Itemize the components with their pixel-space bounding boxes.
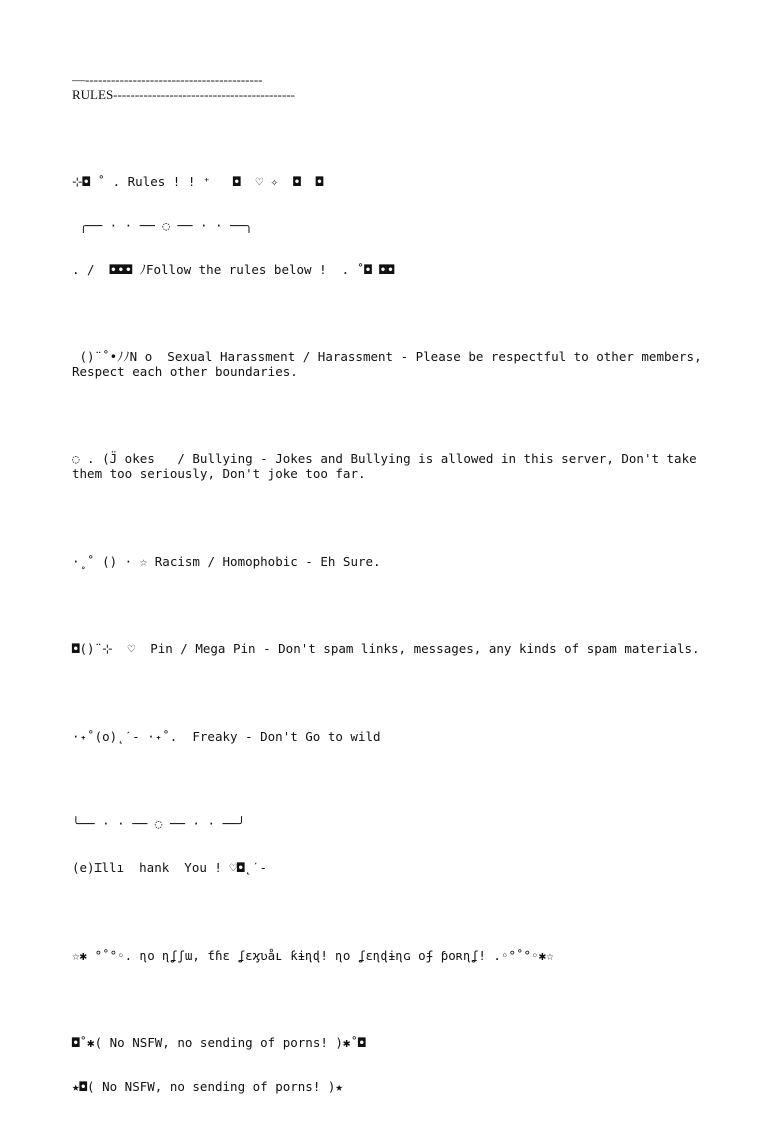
rules-document xyxy=(72,72,710,1124)
rules-body xyxy=(72,146,710,1124)
nsfw-rule-line-1: ◘˚✱( No NSFW, no sending of porns! )✱˚◘ xyxy=(72,1035,366,1051)
nsfw-rule-line-2: ★◘( No NSFW, no sending of porns! )★ xyxy=(72,1079,343,1094)
rule-racism: ·˳˚ () · ☆ Racism / Homophobic - Eh Sure. xyxy=(72,553,381,569)
frame-bottom-border: ╰── · · ── ◌ ── · · ──╯ xyxy=(72,816,246,832)
spacer xyxy=(72,598,702,613)
rule-pin: ◘()̈ ⊹ ♡ Pin / Mega Pin - Don't spam links, messages, any kinds of spam materials. xyxy=(72,641,700,657)
nsfw-fancy-line: ☆✱ °˚°◦. ɳo ɳʆʃɯ, ƭɦɛ ʆɛϗʋåʟ ƙɨɳɖ! ɳo ʆɛɳɖɨɳɢ oʄ ƥoʀɳʆ! .◦°˚°◦✱☆ xyxy=(72,947,554,963)
rules-heading: ⊹◘ ˚ . Rules ! ! ⁺ ◘ ♡ ✧ ◘ ◘ xyxy=(72,174,324,190)
spacer xyxy=(72,905,702,920)
spacer xyxy=(72,307,702,322)
spacer xyxy=(72,686,702,701)
spacer xyxy=(72,511,702,526)
rule-harassment: ()̈ ˚•ﾉﾉN o Sexual Harassment / Harassment - Please be respectful to other members, Respect each other boundaries. xyxy=(72,349,710,379)
thank-you-line: (e)Ɪllı hank You ! ♡◘˛ˊ- xyxy=(72,860,268,876)
rule-jokes-bullying: ◌ . (J̈ okes / Bullying - Jokes and Bullying is allowed in this server, Don't take them too seriously, Don't joke too far. xyxy=(72,451,705,482)
spacer xyxy=(72,992,702,1007)
follow-rules-line: . / ◘◘◘ ﾉFollow the rules below ! . ˚◘ ◘◘ xyxy=(72,261,395,277)
header-dash-line: —----------------------------------------- xyxy=(72,72,263,87)
spacer xyxy=(72,774,702,789)
rule-freaky: ·˖˚(o)˛ˊ- ·˖˚. Freaky - Don't Go to wild xyxy=(72,728,381,744)
header-spacer xyxy=(72,102,702,146)
rules-title-line: RULES------------------------------------------ xyxy=(72,87,295,102)
frame-top-border: ╭── · · ── ◌ ── · · ──╮ xyxy=(72,217,253,233)
spacer xyxy=(72,409,702,424)
